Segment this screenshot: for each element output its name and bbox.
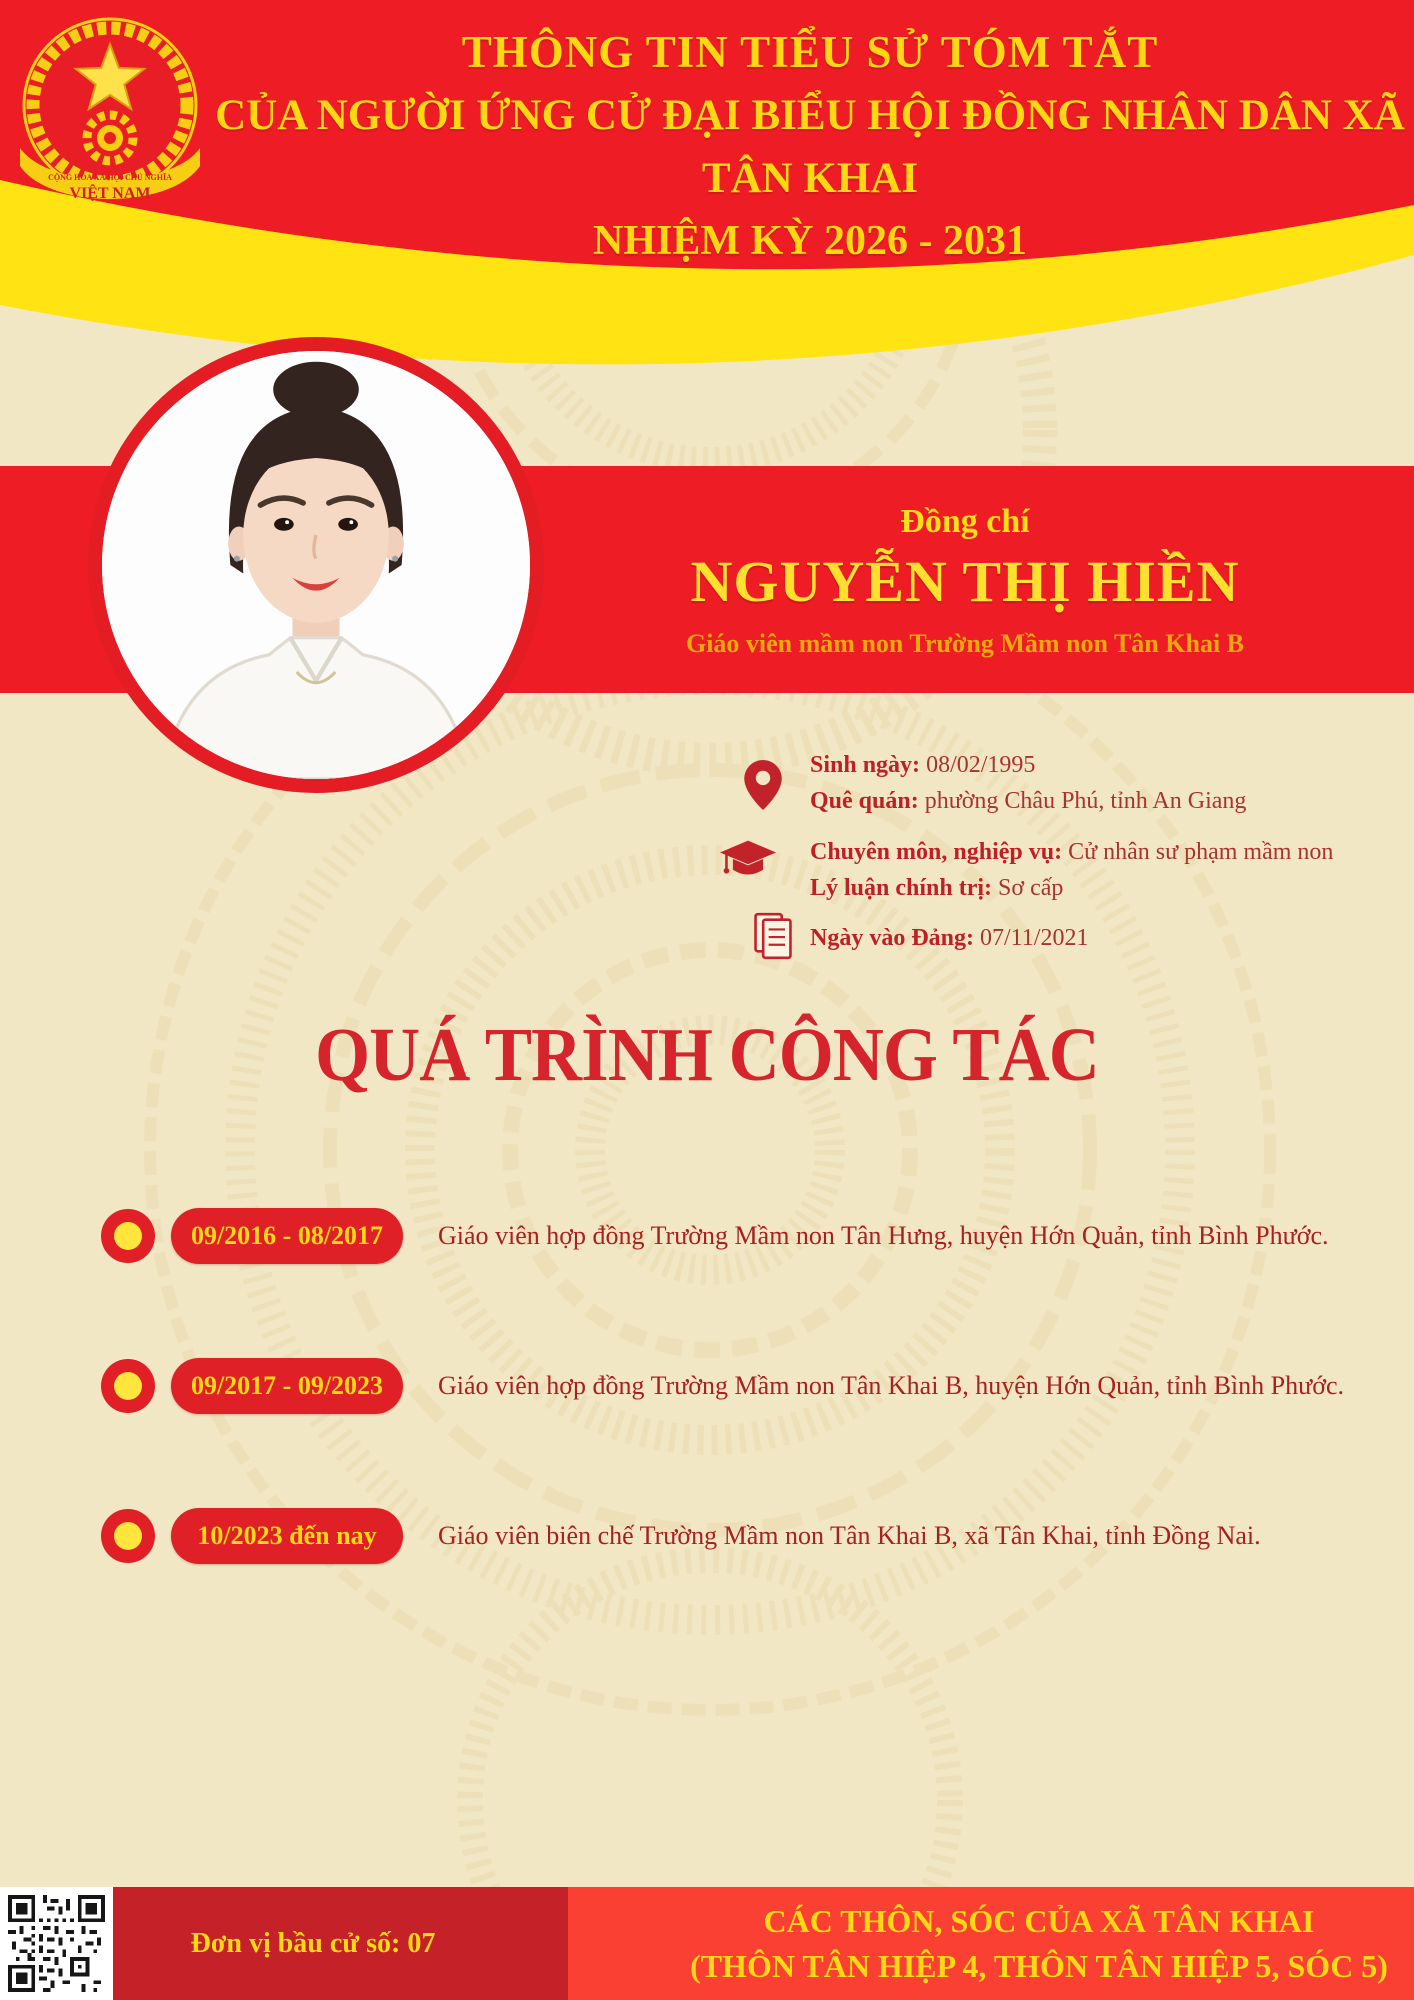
timeline-description: Giáo viên biên chế Trường Mầm non Tân Khai B, xã Tân Khai, tỉnh Đồng Nai.	[438, 1521, 1261, 1550]
timeline-period-badge: 10/2023 đến nay	[171, 1508, 403, 1564]
location-pin-icon	[744, 760, 782, 810]
info-line	[810, 783, 1246, 819]
info-line	[810, 747, 1246, 783]
timeline-bullet	[101, 1359, 155, 1413]
qr-code	[0, 1887, 113, 2000]
info-value: Sơ cấp	[998, 875, 1064, 901]
election-unit-label: Đơn vị bầu cử số: 07	[113, 1887, 568, 2000]
info-label: Quê quán:	[810, 788, 919, 814]
timeline-period-badge: 09/2016 - 08/2017	[171, 1208, 403, 1264]
timeline-description: Giáo viên hợp đồng Trường Mầm non Tân Hưng, huyện Hớn Quản, tỉnh Bình Phước.	[438, 1221, 1329, 1250]
info-value: phường Châu Phú, tỉnh An Giang	[924, 788, 1247, 814]
info-label: Ngày vào Đảng:	[810, 925, 975, 951]
election-area-block	[568, 1887, 1414, 2000]
name-column	[555, 466, 1375, 660]
title-line-3: NHIỆM KỲ 2026 - 2031	[593, 218, 1027, 264]
info-label: Chuyên môn, nghiệp vụ:	[810, 839, 1063, 865]
election-area-line-1: CÁC THÔN, SÓC CỦA XÃ TÂN KHAI	[763, 1903, 1315, 1939]
footer-bar	[0, 1887, 1414, 2000]
title-line-2: CỦA NGƯỜI ỨNG CỬ ĐẠI BIỂU HỘI ĐỒNG NHÂN DÂN XÃ TÂN KHAI	[215, 92, 1405, 202]
vietnam-national-emblem-icon	[10, 8, 210, 223]
candidate-name: NGUYỄN THỊ HIỀN	[690, 549, 1240, 614]
poster-title	[170, 20, 1414, 272]
info-line	[810, 870, 1333, 906]
portrait-illustration	[102, 351, 530, 779]
qr-code-icon	[8, 1895, 105, 1992]
info-qualification	[810, 834, 1333, 906]
info-value: 07/11/2021	[980, 925, 1089, 951]
election-area-line-2: (THÔN TÂN HIỆP 4, THÔN TÂN HIỆP 5, SÓC 5)	[690, 1948, 1388, 1984]
timeline-bullet	[101, 1209, 155, 1263]
info-party-date	[810, 920, 1088, 956]
graduation-cap-icon	[720, 838, 776, 882]
emblem-motto-text: CỘNG HÒA XÃ HỘI CHỦ NGHĨA	[48, 173, 172, 182]
candidate-role: Giáo viên mầm non Trường Mầm non Tân Khai B	[685, 629, 1245, 658]
timeline-period-badge: 09/2017 - 09/2023	[171, 1358, 403, 1414]
emblem-country-text: VIỆT NAM	[69, 185, 151, 202]
info-line	[810, 834, 1333, 870]
title-line-1: THÔNG TIN TIỂU SỬ TÓM TẮT	[461, 27, 1159, 77]
info-value: Cử nhân sư phạm mầm non	[1068, 839, 1334, 865]
info-line	[810, 920, 1088, 956]
info-birth-origin	[810, 747, 1246, 819]
candidate-portrait	[88, 337, 544, 793]
timeline-description: Giáo viên hợp đồng Trường Mầm non Tân Khai B, huyện Hớn Quản, tỉnh Bình Phước.	[438, 1371, 1345, 1400]
career-heading: QUÁ TRÌNH CÔNG TÁC	[315, 1013, 1099, 1097]
document-icon	[753, 912, 793, 960]
info-label: Lý luận chính trị:	[810, 875, 993, 901]
salutation: Đồng chí	[900, 503, 1030, 540]
info-label: Sinh ngày:	[810, 752, 921, 778]
timeline-bullet	[101, 1509, 155, 1563]
info-value: 08/02/1995	[926, 752, 1036, 778]
